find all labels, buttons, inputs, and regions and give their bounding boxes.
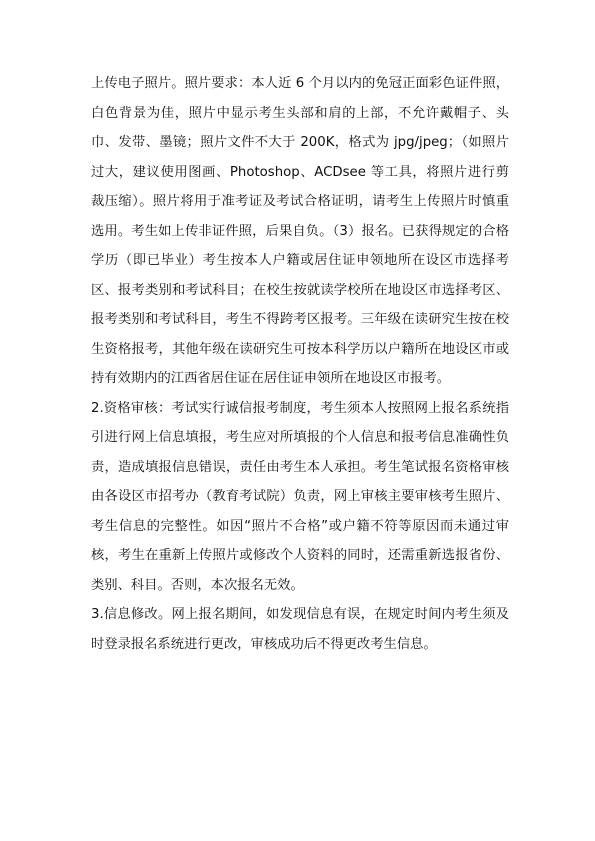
paragraph-photo-and-registration: 上传电子照片。照片要求：本人近 6 个月以内的免冠正面彩色证件照，白色背景为佳，照片中显示考生头部和肩的上部，不允许戴帽子、头巾、发带、墨镜；照片文件不大于 200K，格式为 jpg/jpeg；（如照片过大，建议使用图画、Photoshop、ACDsee 等工具，将照片进行剪裁压缩）。照片将用于准考证及考试合格证明，请考生上传照片时慎重选用。考生如上传非证件照，后果自负。（3）报名。已获得规定的合格学历（即已毕业）考生按本人户籍或居住证申领地所在设区市选择考区、报考类别和考试科目；在校生按就读学校所在地设区市选择考区、报考类别和考试科目，考生不得跨考区报考。三年级在读研究生按在校生资格报考，其他年级在读研究生可按本科学历以户籍所在地设区市或持有效期内的江西省居住证在居住证申领所在地设区市报考。 bbox=[91, 76, 509, 386]
paragraph-information-modification: 3.信息修改。网上报名期间，如发现信息有误，在规定时间内考生须及时登录报名系统进行更改，审核成功后不得更改考生信息。 bbox=[91, 607, 509, 652]
document-body bbox=[91, 69, 509, 659]
paragraph-qualification-review: 2.资格审核：考试实行诚信报考制度，考生须本人按照网上报名系统指引进行网上信息填报，考生应对所填报的个人信息和报考信息准确性负责，造成填报信息错误，责任由考生本人承担。考生笔试报名资格审核由各设区市招考办（教育考试院）负责，网上审核主要审核考生照片、考生信息的完整性。如因“照片不合格”或户籍不符等原因而未通过审核，考生在重新上传照片或修改个人资料的同时，还需重新选报省份、类别、科目。否则，本次报名无效。 bbox=[91, 400, 509, 593]
